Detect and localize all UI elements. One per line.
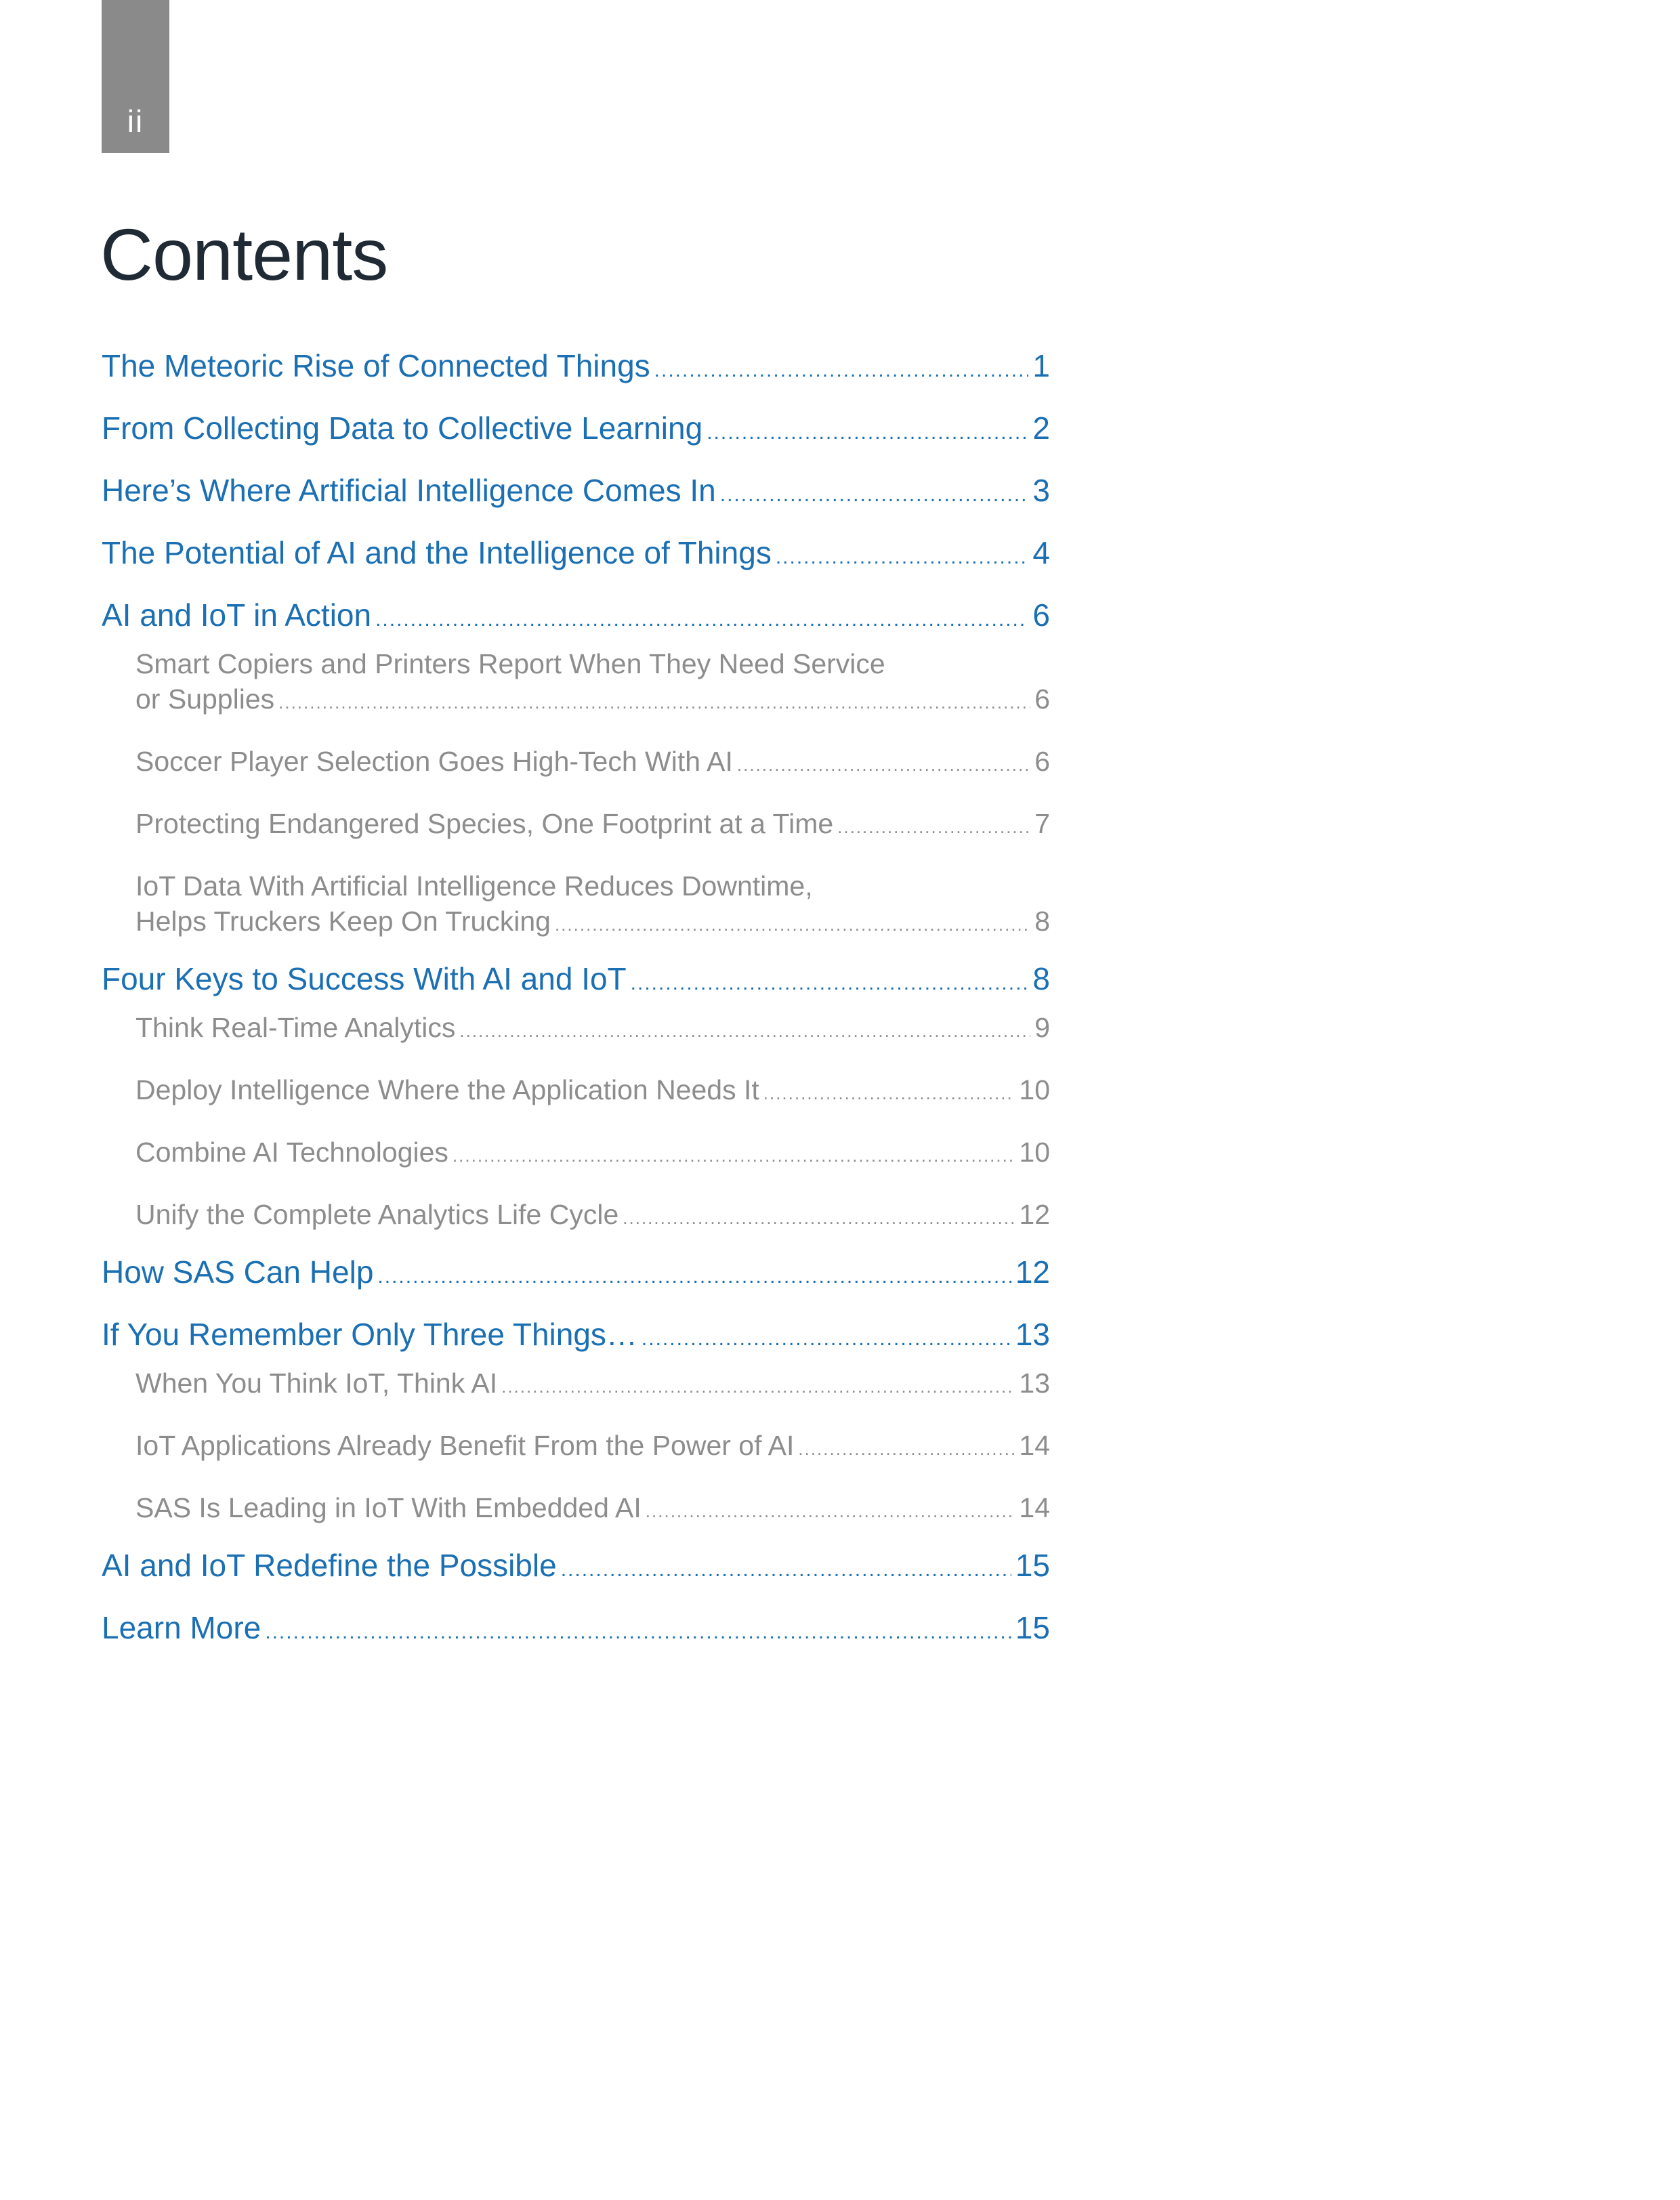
toc-entry-title: Helps Truckers Keep On Trucking <box>135 906 551 937</box>
dot-leader <box>631 956 1029 1011</box>
toc-entry-title: Combine AI Technologies <box>135 1137 448 1168</box>
toc-subentry-analytics-life-cycle[interactable] <box>135 1197 1050 1235</box>
toc-page-number: 12 <box>1019 1199 1050 1230</box>
toc-entry-title: Four Keys to Success With AI and IoT <box>102 961 627 996</box>
toc-entry-title: Soccer Player Selection Goes High-Tech With AI <box>135 746 733 777</box>
toc-page-number: 1 <box>1032 348 1050 383</box>
toc-subentry-iot-applications[interactable] <box>135 1428 1050 1466</box>
page-title: Contents <box>100 213 388 295</box>
toc-entry-how-sas-can-help[interactable] <box>102 1245 1050 1307</box>
toc-entry-ai-iot-in-action[interactable] <box>102 588 1050 646</box>
toc-page-number: 10 <box>1019 1074 1050 1105</box>
dot-leader <box>707 406 1028 460</box>
toc-page-number: 8 <box>1034 906 1050 937</box>
toc-entry-potential-of-ai[interactable] <box>102 526 1050 588</box>
toc-page-number: 15 <box>1015 1610 1050 1645</box>
toc-subentry-think-ai[interactable] <box>135 1366 1050 1404</box>
dot-leader <box>642 1312 1011 1366</box>
toc-entry-title: When You Think IoT, Think AI <box>135 1368 498 1399</box>
dot-leader <box>646 1494 1015 1529</box>
toc-subentry-combine-ai[interactable] <box>135 1135 1050 1173</box>
toc-entry-title-line1: IoT Data With Artificial Intelligence Reduces Downtime, <box>135 870 813 902</box>
toc-subentry-endangered-species[interactable] <box>135 806 1050 845</box>
dot-leader <box>798 1431 1015 1466</box>
toc-subentry-sas-leading[interactable] <box>135 1490 1050 1529</box>
toc-entry-meteoric-rise[interactable] <box>102 339 1050 401</box>
page-number: ii <box>127 104 144 139</box>
dot-leader <box>763 1076 1015 1111</box>
toc-subentry-soccer-player[interactable] <box>135 744 1050 782</box>
dot-leader <box>737 747 1030 782</box>
toc-page-number: 14 <box>1019 1492 1050 1523</box>
dot-leader <box>776 530 1029 585</box>
dot-leader <box>377 1250 1011 1304</box>
toc-entry-collective-learning[interactable] <box>102 401 1050 463</box>
dot-leader <box>278 685 1030 720</box>
toc-entry-title: Learn More <box>102 1610 261 1645</box>
toc-page-number: 10 <box>1019 1137 1050 1168</box>
toc-entry-ai-comes-in[interactable] <box>102 463 1050 526</box>
dot-leader <box>720 468 1029 522</box>
toc-entry-title: Unify the Complete Analytics Life Cycle <box>135 1199 619 1230</box>
toc-entry-title: Here’s Where Artificial Intelligence Comes In <box>102 473 716 508</box>
toc-entry-title: From Collecting Data to Collective Learning <box>102 410 703 446</box>
table-of-contents <box>102 339 1050 1663</box>
toc-subentry-real-time-analytics[interactable] <box>135 1010 1050 1049</box>
toc-subentry-smart-copiers[interactable] <box>135 646 1050 720</box>
toc-entry-title: Think Real-Time Analytics <box>135 1012 456 1043</box>
toc-entry-learn-more[interactable] <box>102 1601 1050 1663</box>
toc-page-number: 6 <box>1032 597 1050 633</box>
dot-leader <box>561 1543 1011 1597</box>
dot-leader <box>265 1605 1011 1659</box>
toc-page-number: 13 <box>1015 1317 1050 1352</box>
toc-entry-title: The Meteoric Rise of Connected Things <box>102 348 650 383</box>
toc-subentry-truckers[interactable] <box>135 868 1050 942</box>
toc-entry-three-things[interactable] <box>102 1307 1050 1366</box>
toc-page-number: 3 <box>1032 473 1050 508</box>
dot-leader <box>837 809 1030 845</box>
toc-page-number: 12 <box>1015 1254 1050 1290</box>
page-number-tab <box>102 0 169 153</box>
dot-leader <box>453 1138 1015 1173</box>
toc-entry-title: The Potential of AI and the Intelligence of Things <box>102 535 772 570</box>
dot-leader <box>555 907 1030 942</box>
toc-entry-title: If You Remember Only Three Things… <box>102 1317 637 1352</box>
toc-page-number: 8 <box>1032 961 1050 996</box>
toc-subentry-deploy-intelligence[interactable] <box>135 1072 1050 1111</box>
dot-leader <box>623 1200 1015 1235</box>
toc-entry-title: AI and IoT in Action <box>102 597 372 633</box>
toc-page-number: 7 <box>1034 808 1050 839</box>
toc-entry-title: IoT Applications Already Benefit From the Power of AI <box>135 1430 795 1461</box>
dot-leader <box>375 593 1028 647</box>
toc-entry-title: or Supplies <box>135 683 275 715</box>
toc-entry-title-line1: Smart Copiers and Printers Report When They Need Service <box>135 648 885 679</box>
toc-page-number: 2 <box>1032 410 1050 446</box>
toc-page-number: 15 <box>1015 1548 1050 1583</box>
dot-leader <box>654 343 1029 398</box>
dot-leader <box>501 1369 1015 1404</box>
toc-entry-four-keys[interactable] <box>102 952 1050 1010</box>
toc-entry-title: SAS Is Leading in IoT With Embedded AI <box>135 1492 642 1523</box>
toc-entry-title: Deploy Intelligence Where the Application Needs It <box>135 1074 759 1105</box>
toc-page-number: 13 <box>1019 1368 1050 1399</box>
toc-page-number: 6 <box>1034 746 1050 777</box>
toc-page-number: 4 <box>1032 535 1050 570</box>
toc-entry-title: AI and IoT Redefine the Possible <box>102 1548 557 1583</box>
toc-entry-title: How SAS Can Help <box>102 1254 374 1290</box>
toc-page-number: 14 <box>1019 1430 1050 1461</box>
toc-page-number: 6 <box>1034 683 1050 715</box>
dot-leader <box>459 1013 1030 1049</box>
toc-entry-redefine-possible[interactable] <box>102 1538 1050 1601</box>
toc-page-number: 9 <box>1034 1012 1050 1043</box>
toc-entry-title: Protecting Endangered Species, One Footprint at a Time <box>135 808 834 839</box>
